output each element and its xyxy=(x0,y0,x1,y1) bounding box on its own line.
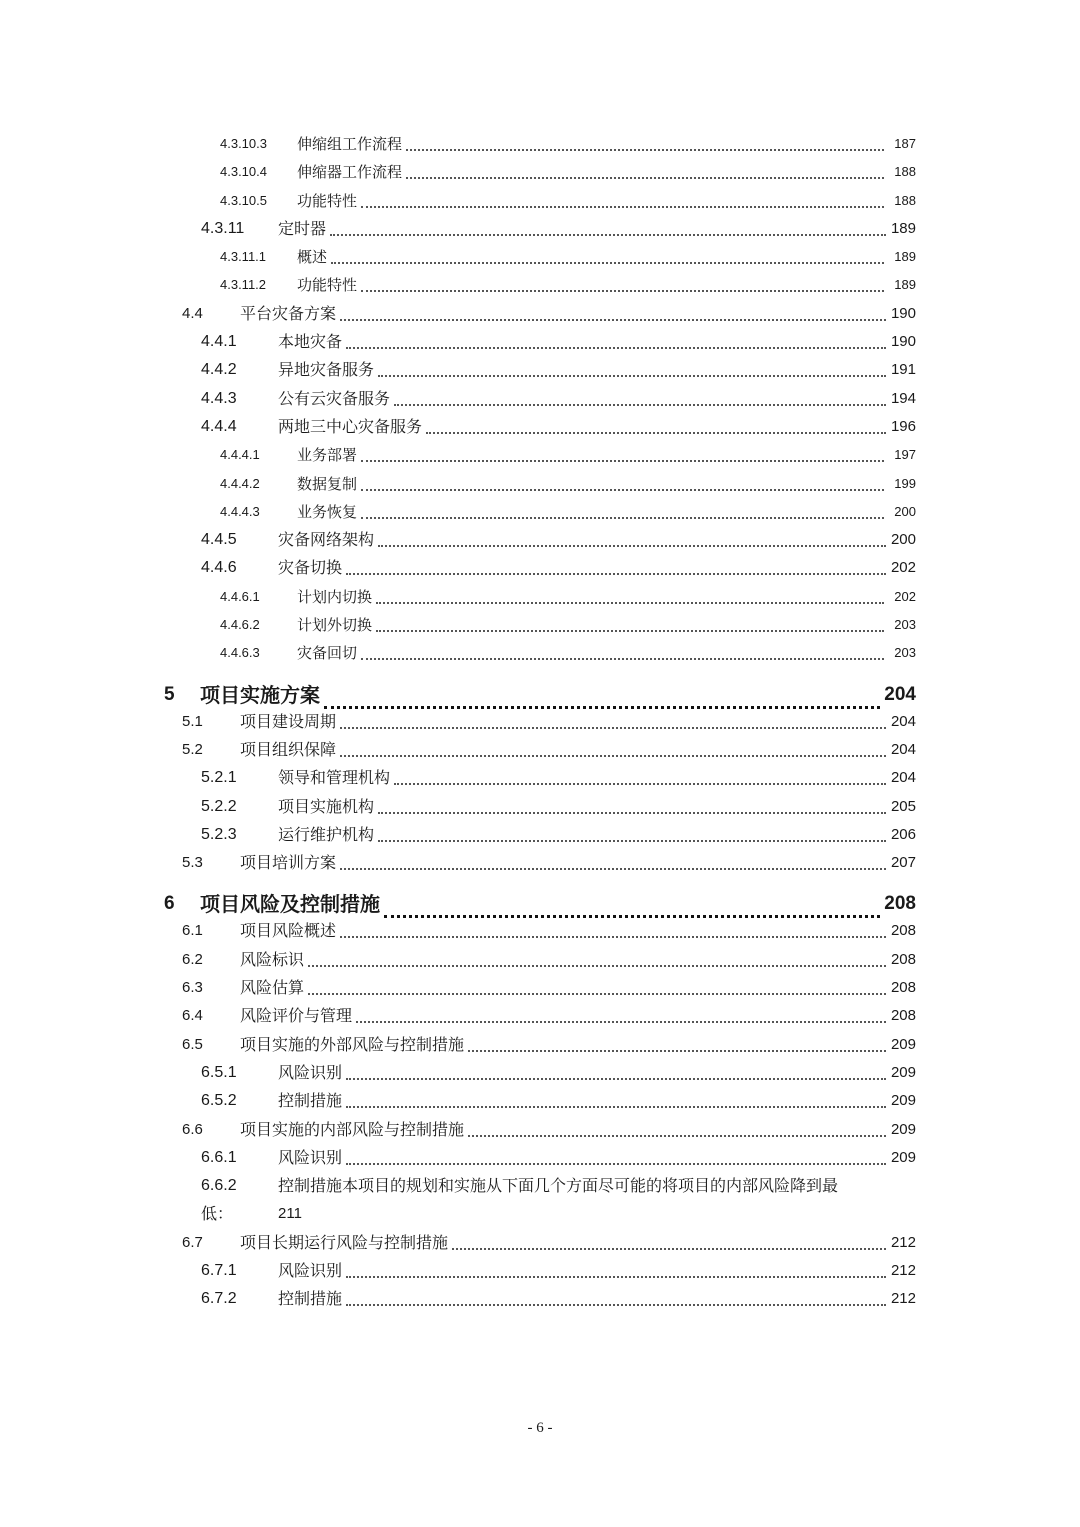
toc-entry[interactable] xyxy=(0,849,1080,877)
toc-entry-page: 190 xyxy=(890,333,916,351)
toc-entry-page: 197 xyxy=(894,447,916,463)
toc-entry-title: 项目风险及控制措施 xyxy=(200,892,380,917)
toc-entry-number: 4.4.4.2 xyxy=(220,475,260,491)
toc-entry-number: 4.4.2 xyxy=(201,361,237,379)
toc-entry[interactable] xyxy=(0,356,1080,384)
toc-entry-number: 6.7.1 xyxy=(201,1261,237,1279)
toc-entry-page: 188 xyxy=(894,192,916,208)
toc-entry[interactable] xyxy=(0,526,1080,554)
toc-entry-title: 风险估算 xyxy=(240,978,305,998)
toc-entry-number: 4.3.10.5 xyxy=(220,192,267,208)
toc-entry-number: 4.3.10.4 xyxy=(220,164,267,180)
table-of-contents xyxy=(0,130,1080,1314)
page-number: - 6 - xyxy=(527,1420,553,1436)
toc-entry-page: 187 xyxy=(894,136,916,151)
toc-leader-dots xyxy=(308,993,886,995)
toc-leader-dots xyxy=(452,1248,886,1250)
toc-entry[interactable] xyxy=(0,554,1080,582)
toc-leader-dots xyxy=(361,460,884,462)
toc-entry-page: 204 xyxy=(884,683,916,705)
toc-entry-page: 202 xyxy=(894,588,916,604)
toc-entry-number: 4.4.3 xyxy=(201,389,237,407)
toc-entry[interactable] xyxy=(0,441,1080,469)
toc-entry-page: 196 xyxy=(890,417,916,435)
toc-entry[interactable] xyxy=(0,1144,1080,1172)
toc-entry-page: 209 xyxy=(890,1120,916,1138)
toc-entry-title-continuation: 低： xyxy=(201,1204,234,1224)
toc-entry-number: 6.6.2 xyxy=(201,1177,237,1195)
toc-entry[interactable] xyxy=(0,470,1080,498)
toc-entry-title: 业务部署 xyxy=(297,446,358,465)
toc-entry-number: 6.6 xyxy=(182,1120,203,1138)
toc-entry-page: 209 xyxy=(890,1035,916,1053)
toc-entry-number: 4.4.6 xyxy=(201,559,237,577)
toc-entry-title: 风险评价与管理 xyxy=(240,1006,353,1026)
toc-entry-page: 200 xyxy=(894,503,916,519)
toc-entry-number: 4.3.10.3 xyxy=(220,136,267,151)
toc-leader-dots xyxy=(376,602,884,604)
toc-entry-page: 194 xyxy=(890,389,916,407)
toc-entry-page: 189 xyxy=(894,277,916,293)
toc-entry-title: 数据复制 xyxy=(297,474,358,493)
toc-entry-number: 4.3.11.2 xyxy=(220,277,267,293)
toc-entry-page: 189 xyxy=(890,219,916,237)
toc-entry-title: 灾备回切 xyxy=(297,644,358,663)
toc-leader-dots xyxy=(361,517,884,519)
toc-leader-dots xyxy=(468,1135,886,1137)
toc-entry-page: 202 xyxy=(890,559,916,577)
toc-entry[interactable] xyxy=(0,271,1080,299)
toc-entry-number: 5.1 xyxy=(182,712,203,730)
toc-entry-page: 209 xyxy=(890,1063,916,1081)
toc-leader-dots xyxy=(346,1106,886,1108)
toc-entry[interactable] xyxy=(0,158,1080,186)
toc-entry-page: 208 xyxy=(890,950,916,968)
toc-entry-page: 203 xyxy=(894,617,916,633)
toc-entry[interactable] xyxy=(0,1087,1080,1115)
toc-leader-dots xyxy=(340,755,886,757)
toc-entry[interactable] xyxy=(0,1059,1080,1087)
toc-entry-number: 6.1 xyxy=(182,922,203,940)
toc-entry-page: 208 xyxy=(890,979,916,997)
toc-entry[interactable] xyxy=(0,1116,1080,1144)
toc-entry-page: 208 xyxy=(890,1007,916,1025)
toc-entry[interactable] xyxy=(0,1002,1080,1030)
toc-entry-title: 概述 xyxy=(297,248,328,267)
toc-entry-title: 项目建设周期 xyxy=(240,711,337,731)
toc-leader-dots xyxy=(331,262,884,264)
toc-entry[interactable] xyxy=(0,215,1080,243)
toc-entry-title: 功能特性 xyxy=(297,191,358,210)
toc-entry-number: 5.3 xyxy=(182,854,203,872)
toc-entry[interactable] xyxy=(0,187,1080,215)
toc-entry-number: 6.7.2 xyxy=(201,1290,237,1308)
toc-leader-dots xyxy=(468,1050,886,1052)
toc-leader-dots xyxy=(406,177,884,179)
toc-entry-number: 5.2 xyxy=(182,740,203,758)
toc-leader-dots xyxy=(361,206,884,208)
toc-entry[interactable] xyxy=(0,736,1080,764)
toc-entry[interactable] xyxy=(0,946,1080,974)
toc-entry-page: 190 xyxy=(890,304,916,322)
toc-entry[interactable] xyxy=(0,793,1080,821)
toc-entry-title: 项目实施的内部风险与控制措施 xyxy=(240,1119,465,1139)
toc-entry-title: 风险识别 xyxy=(278,1260,343,1280)
toc-leader-dots xyxy=(340,319,886,321)
toc-entry-number: 5.2.1 xyxy=(201,769,237,787)
toc-entry-title: 计划外切换 xyxy=(297,616,373,635)
toc-leader-dots xyxy=(378,840,886,842)
toc-entry-number: 4.4.4.3 xyxy=(220,503,260,519)
toc-entry-page: 191 xyxy=(890,361,916,379)
toc-entry-number: 4.3.11.1 xyxy=(220,249,267,265)
toc-entry-title: 风险标识 xyxy=(240,949,305,969)
toc-leader-dots xyxy=(330,234,886,236)
toc-leader-dots xyxy=(346,1304,886,1306)
toc-entry-number: 4.4.4.1 xyxy=(220,447,260,463)
toc-entry-page: 212 xyxy=(890,1290,916,1308)
toc-entry-number: 6.3 xyxy=(182,979,203,997)
toc-entry-number: 6.5.2 xyxy=(201,1092,237,1110)
toc-entry[interactable] xyxy=(0,1172,1080,1229)
toc-entry-number: 4.4.1 xyxy=(201,333,237,351)
toc-leader-dots xyxy=(378,375,886,377)
toc-entry[interactable] xyxy=(0,583,1080,611)
toc-entry[interactable] xyxy=(0,764,1080,792)
toc-entry-number: 4.3.11 xyxy=(201,219,245,237)
toc-entry[interactable] xyxy=(0,1031,1080,1059)
toc-leader-dots xyxy=(394,783,886,785)
toc-entry-title: 灾备切换 xyxy=(278,558,343,578)
toc-entry-title: 领导和管理机构 xyxy=(278,768,391,788)
toc-leader-dots xyxy=(346,1163,886,1165)
toc-entry[interactable] xyxy=(0,708,1080,736)
toc-entry-page: 204 xyxy=(890,740,916,758)
toc-entry-title: 项目实施机构 xyxy=(278,796,375,816)
toc-entry[interactable] xyxy=(0,498,1080,526)
toc-entry[interactable] xyxy=(0,413,1080,441)
toc-entry-page: 208 xyxy=(890,922,916,940)
toc-entry[interactable] xyxy=(0,1229,1080,1257)
toc-entry[interactable] xyxy=(0,385,1080,413)
toc-entry-title: 伸缩组工作流程 xyxy=(297,135,403,153)
toc-entry-page: 203 xyxy=(894,645,916,661)
toc-leader-dots xyxy=(346,347,886,349)
toc-entry-page: 199 xyxy=(894,475,916,491)
toc-leader-dots xyxy=(361,290,884,292)
toc-entry[interactable] xyxy=(0,328,1080,356)
toc-leader-dots xyxy=(426,432,886,434)
toc-entry-number: 6.6.1 xyxy=(201,1148,237,1166)
toc-leader-dots xyxy=(406,149,884,151)
toc-leader-dots xyxy=(378,812,886,814)
toc-leader-dots xyxy=(394,404,886,406)
toc-entry-number: 5.2.3 xyxy=(201,825,237,843)
toc-entry-page: 188 xyxy=(894,164,916,180)
toc-entry-title: 风险识别 xyxy=(278,1147,343,1167)
toc-entry-title: 项目风险概述 xyxy=(240,921,337,941)
toc-entry-page: 206 xyxy=(890,825,916,843)
toc-entry[interactable] xyxy=(0,668,1080,708)
toc-leader-dots xyxy=(340,936,886,938)
toc-entry-title: 伸缩器工作流程 xyxy=(297,163,403,182)
toc-entry-title: 项目组织保障 xyxy=(240,739,337,759)
toc-entry[interactable] xyxy=(0,1257,1080,1285)
toc-entry-page: 209 xyxy=(890,1092,916,1110)
toc-entry-title: 两地三中心灾备服务 xyxy=(278,416,423,436)
toc-leader-dots xyxy=(378,545,886,547)
toc-leader-dots xyxy=(376,630,884,632)
toc-leader-dots xyxy=(361,489,884,491)
toc-entry-title: 控制措施本项目的规划和实施从下面几个方面尽可能的将项目的内部风险降到最 xyxy=(278,1176,839,1196)
toc-entry[interactable] xyxy=(0,1285,1080,1313)
toc-entry-page: 209 xyxy=(890,1148,916,1166)
toc-entry-page: 212 xyxy=(890,1261,916,1279)
toc-entry-page: 207 xyxy=(890,854,916,872)
toc-entry-page: 205 xyxy=(890,797,916,815)
toc-entry-title: 异地灾备服务 xyxy=(278,360,375,380)
toc-entry-page: 189 xyxy=(894,249,916,265)
toc-entry-number: 6.2 xyxy=(182,950,203,968)
toc-leader-dots xyxy=(340,727,886,729)
toc-entry-title: 平台灾备方案 xyxy=(240,303,337,323)
toc-entry[interactable] xyxy=(0,611,1080,639)
toc-entry[interactable] xyxy=(0,300,1080,328)
toc-entry-number: 6 xyxy=(164,893,175,915)
toc-entry-number: 4.4 xyxy=(182,304,203,322)
toc-leader-dots xyxy=(361,658,884,660)
toc-leader-dots xyxy=(346,573,886,575)
toc-entry-title: 项目长期运行风险与控制措施 xyxy=(240,1232,449,1252)
toc-entry-title: 本地灾备 xyxy=(278,332,343,352)
toc-leader-dots xyxy=(308,965,886,967)
toc-entry[interactable] xyxy=(0,639,1080,667)
toc-entry-number: 6.4 xyxy=(182,1007,203,1025)
toc-leader-dots xyxy=(346,1078,886,1080)
toc-entry-page: 204 xyxy=(890,769,916,787)
toc-entry-title: 运行维护机构 xyxy=(278,824,375,844)
toc-entry[interactable] xyxy=(0,243,1080,271)
toc-entry[interactable] xyxy=(0,130,1080,158)
toc-entry[interactable] xyxy=(0,974,1080,1002)
toc-leader-dots xyxy=(356,1021,886,1023)
toc-entry-title: 定时器 xyxy=(278,218,327,238)
toc-entry-number: 6.7 xyxy=(182,1233,203,1251)
toc-entry-number: 4.4.6.2 xyxy=(220,617,260,633)
toc-entry-number: 5 xyxy=(164,683,175,705)
toc-entry-title: 公有云灾备服务 xyxy=(278,388,391,408)
toc-entry-title: 项目实施的外部风险与控制措施 xyxy=(240,1034,465,1054)
toc-entry-number: 6.5 xyxy=(182,1035,203,1053)
toc-entry-title: 项目培训方案 xyxy=(240,853,337,873)
toc-entry-page: 212 xyxy=(890,1233,916,1251)
toc-entry-number: 4.4.6.3 xyxy=(220,645,260,661)
toc-entry-number: 6.5.1 xyxy=(201,1063,237,1081)
toc-entry-page: 211 xyxy=(278,1205,302,1223)
toc-entry-page: 204 xyxy=(890,712,916,730)
toc-entry-number: 4.4.5 xyxy=(201,531,237,549)
toc-entry[interactable] xyxy=(0,917,1080,945)
toc-entry-number: 4.4.6.1 xyxy=(220,588,260,604)
toc-leader-dots xyxy=(346,1276,886,1278)
toc-entry-title: 灾备网络架构 xyxy=(278,530,375,550)
toc-entry-number: 5.2.2 xyxy=(201,797,237,815)
toc-entry-title: 项目实施方案 xyxy=(200,682,320,707)
toc-entry-title: 控制措施 xyxy=(278,1091,343,1111)
toc-entry-title: 业务恢复 xyxy=(297,502,358,521)
toc-entry[interactable] xyxy=(0,821,1080,849)
toc-entry-number: 4.4.4 xyxy=(201,417,237,435)
toc-entry-page: 200 xyxy=(890,531,916,549)
toc-entry-title: 控制措施 xyxy=(278,1289,343,1309)
toc-leader-dots xyxy=(340,868,886,870)
toc-entry-title: 功能特性 xyxy=(297,276,358,295)
toc-entry-page: 208 xyxy=(884,893,916,915)
toc-entry[interactable] xyxy=(0,877,1080,917)
toc-entry-title: 风险识别 xyxy=(278,1062,343,1082)
toc-entry-title: 计划内切换 xyxy=(297,587,373,606)
